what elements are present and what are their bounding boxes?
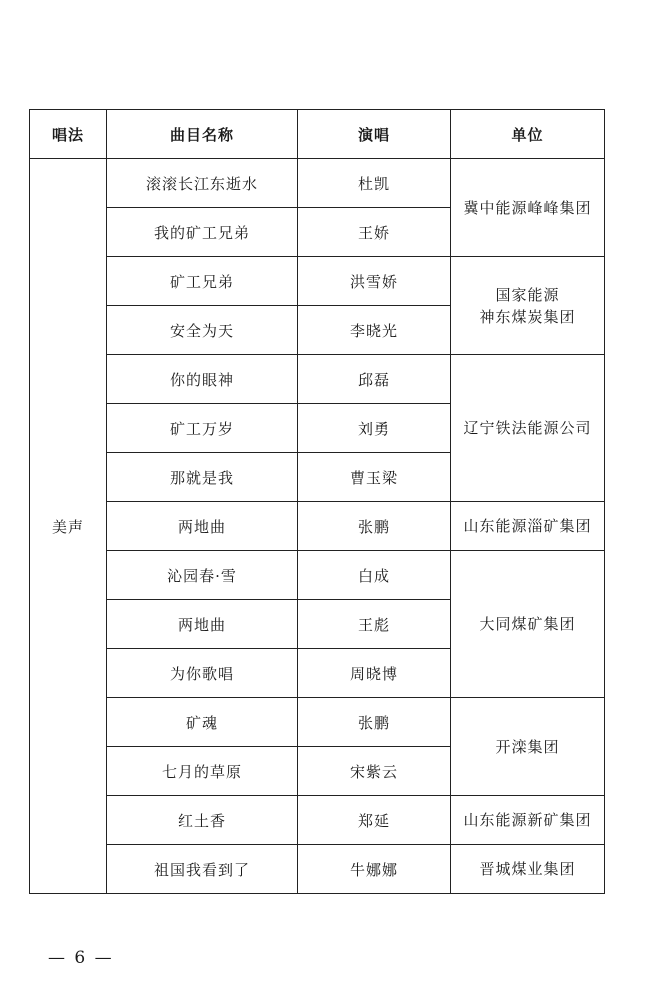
unit-line: 山东能源淄矿集团 — [463, 517, 592, 535]
song-cell: 安全为天 — [107, 306, 298, 355]
unit-cell — [451, 257, 605, 355]
song-cell: 两地曲 — [107, 600, 298, 649]
table-row — [30, 502, 605, 551]
unit-cell — [451, 502, 605, 551]
singer-cell: 曹玉梁 — [298, 453, 451, 502]
table-row — [30, 796, 605, 845]
song-cell: 那就是我 — [107, 453, 298, 502]
table-row — [30, 257, 605, 306]
unit-line: 开滦集团 — [495, 737, 560, 756]
song-cell: 两地曲 — [107, 502, 298, 551]
table-row — [30, 551, 605, 600]
unit-cell — [451, 698, 605, 796]
unit-cell — [451, 355, 605, 502]
song-cell: 矿工万岁 — [107, 404, 298, 453]
singer-cell: 张鹏 — [298, 698, 451, 747]
unit-cell — [451, 796, 605, 845]
song-cell: 滚滚长江东逝水 — [107, 159, 298, 208]
unit-line: 晋城煤业集团 — [479, 860, 576, 878]
singer-cell: 刘勇 — [298, 404, 451, 453]
unit-line: 神东煤炭集团 — [479, 307, 576, 326]
singer-cell: 宋紫云 — [298, 747, 451, 796]
singer-cell: 周晓博 — [298, 649, 451, 698]
unit-line: 山东能源新矿集团 — [463, 811, 592, 829]
unit-cell — [451, 159, 605, 257]
header-unit: 单位 — [451, 110, 605, 159]
style-cell: 美声 — [30, 159, 107, 894]
song-cell: 矿工兄弟 — [107, 257, 298, 306]
header-row — [30, 110, 605, 159]
header-song: 曲目名称 — [107, 110, 298, 159]
song-cell: 你的眼神 — [107, 355, 298, 404]
singer-cell: 李晓光 — [298, 306, 451, 355]
table-row — [30, 698, 605, 747]
song-cell: 祖国我看到了 — [107, 845, 298, 894]
unit-cell — [451, 551, 605, 698]
unit-line: 冀中能源峰峰集团 — [463, 198, 592, 217]
table-row — [30, 159, 605, 208]
song-cell: 为你歌唱 — [107, 649, 298, 698]
program-table — [29, 109, 605, 894]
singer-cell: 王彪 — [298, 600, 451, 649]
singer-cell: 牛娜娜 — [298, 845, 451, 894]
song-cell: 沁园春·雪 — [107, 551, 298, 600]
song-cell: 七月的草原 — [107, 747, 298, 796]
unit-line: 大同煤矿集团 — [479, 615, 576, 633]
song-cell: 红土香 — [107, 796, 298, 845]
singer-cell: 王娇 — [298, 208, 451, 257]
singer-cell: 白成 — [298, 551, 451, 600]
singer-cell: 杜凯 — [298, 159, 451, 208]
singer-cell: 张鹏 — [298, 502, 451, 551]
song-cell: 矿魂 — [107, 698, 298, 747]
table-row — [30, 355, 605, 404]
unit-line: 国家能源 — [495, 285, 560, 304]
song-cell: 我的矿工兄弟 — [107, 208, 298, 257]
unit-cell — [451, 845, 605, 894]
table-row — [30, 845, 605, 894]
singer-cell: 洪雪娇 — [298, 257, 451, 306]
unit-line: 辽宁铁法能源公司 — [463, 419, 592, 437]
singer-cell: 邱磊 — [298, 355, 451, 404]
header-style: 唱法 — [30, 110, 107, 159]
header-singer: 演唱 — [298, 110, 451, 159]
page-number: — 6 — — [48, 948, 114, 968]
singer-cell: 郑延 — [298, 796, 451, 845]
